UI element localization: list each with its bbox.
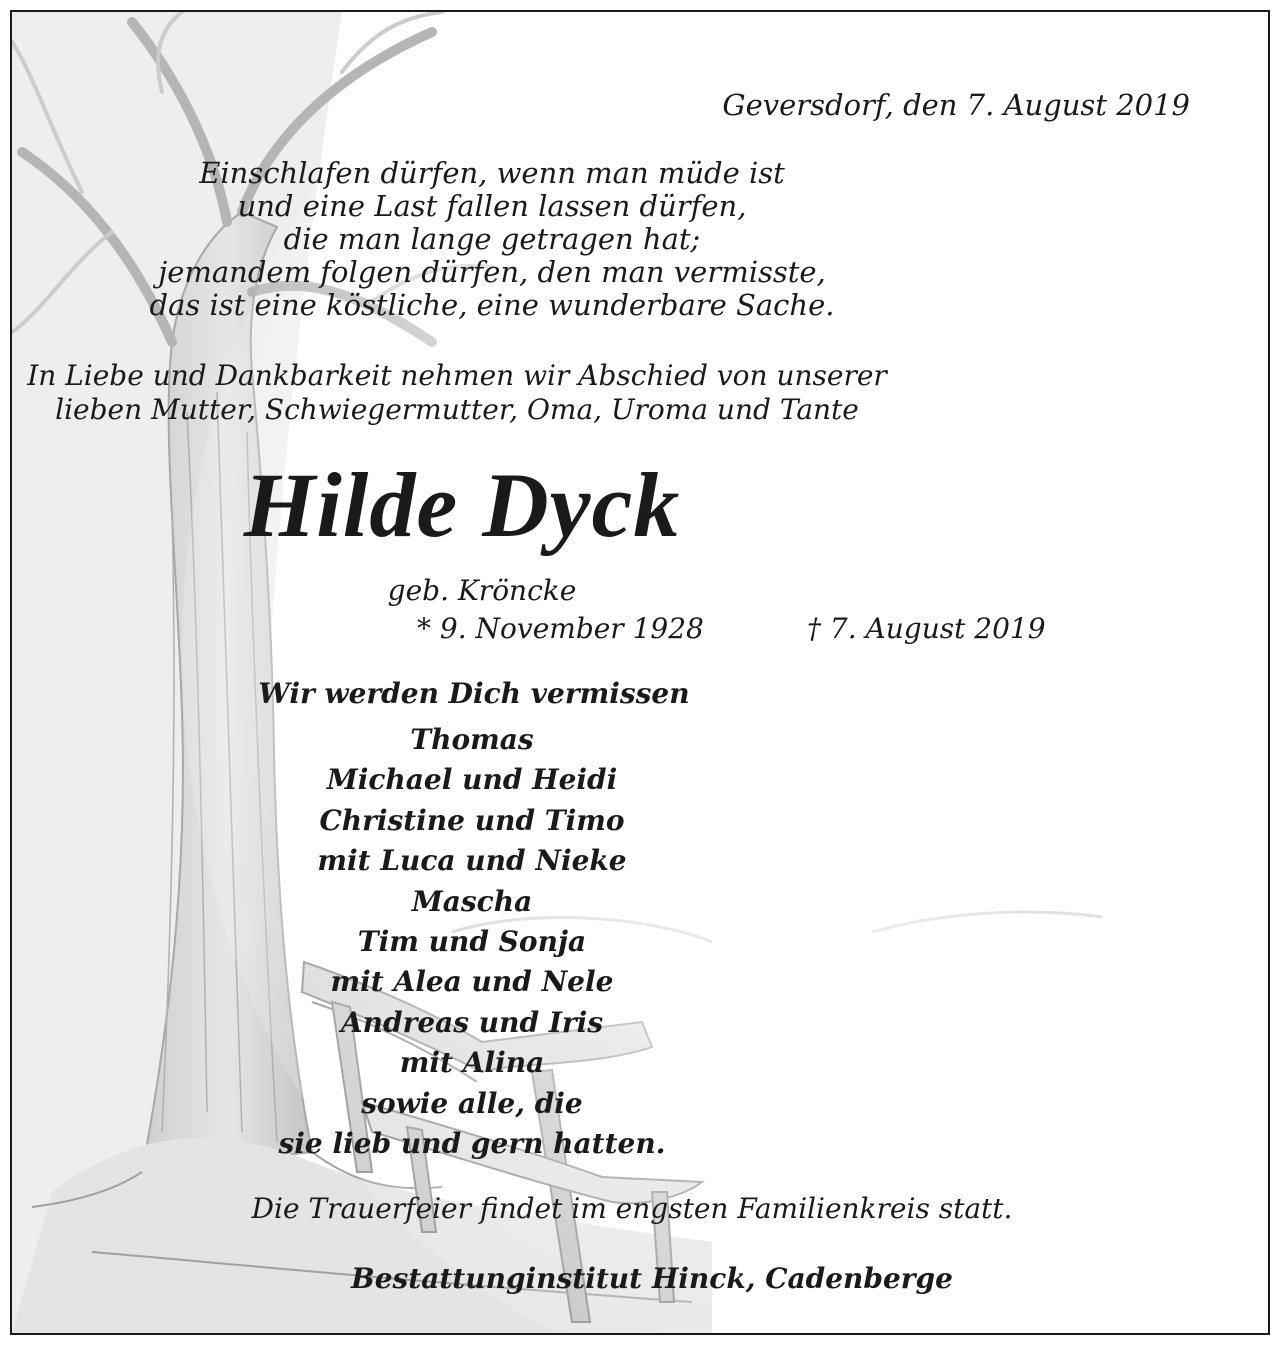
- funeral-home: [12, 1262, 1270, 1295]
- mourner: mit Alina: [399, 1046, 545, 1080]
- poem-line: jemandem folgen dürfen, den man vermisste,: [158, 255, 826, 289]
- mourners-heading-text: Wir werden Dich vermissen: [258, 677, 690, 710]
- mourners-list: [12, 720, 1270, 1164]
- intro-line: In Liebe und Dankbarkeit nehmen wir Abschied von unserer: [27, 359, 887, 392]
- mourner: Michael und Heidi: [326, 763, 618, 797]
- mourner: Andreas und Iris: [340, 1005, 604, 1039]
- deceased-name-text: Hilde Dyck: [243, 454, 681, 556]
- poem-line: Einschlafen dürfen, wenn man müde ist: [199, 156, 785, 190]
- obituary-notice: [10, 10, 1270, 1335]
- mourner: Thomas: [410, 723, 534, 756]
- poem-line: das ist eine köstliche, eine wunderbare Sache.: [149, 288, 835, 322]
- funeral-home-text: Bestattunginstitut Hinck, Cadenberge: [351, 1262, 953, 1295]
- place-and-date: Geversdorf, den 7. August 2019: [722, 88, 1190, 122]
- deceased-name: [12, 452, 1270, 558]
- mourners-heading: [12, 677, 1270, 710]
- ceremony-note: [12, 1192, 1270, 1225]
- mourner: mit Alea und Nele: [330, 965, 614, 999]
- mourner: sowie alle, die: [361, 1086, 583, 1120]
- birth-date: * 9. November 1928: [417, 612, 704, 645]
- ceremony-note-text: Die Trauerfeier findet im engsten Familienkreis statt.: [251, 1192, 1013, 1225]
- mourner: sie lieb und gern hatten.: [278, 1127, 666, 1161]
- farewell-intro: [12, 359, 1270, 427]
- intro-line: lieben Mutter, Schwiegermutter, Oma, Uroma und Tante: [55, 393, 859, 426]
- maiden-name: [12, 574, 1270, 607]
- mourner: Tim und Sonja: [357, 925, 587, 959]
- poem-line: die man lange getragen hat;: [283, 222, 701, 256]
- mourner: Mascha: [411, 884, 533, 918]
- death-date: † 7. August 2019: [807, 612, 1046, 645]
- maiden-name-text: geb. Kröncke: [387, 574, 577, 607]
- poem-line: und eine Last fallen lassen dürfen,: [237, 189, 747, 223]
- mourner: Christine und Timo: [319, 803, 625, 837]
- mourner: mit Luca und Nieke: [317, 844, 627, 878]
- poem: [12, 157, 1270, 322]
